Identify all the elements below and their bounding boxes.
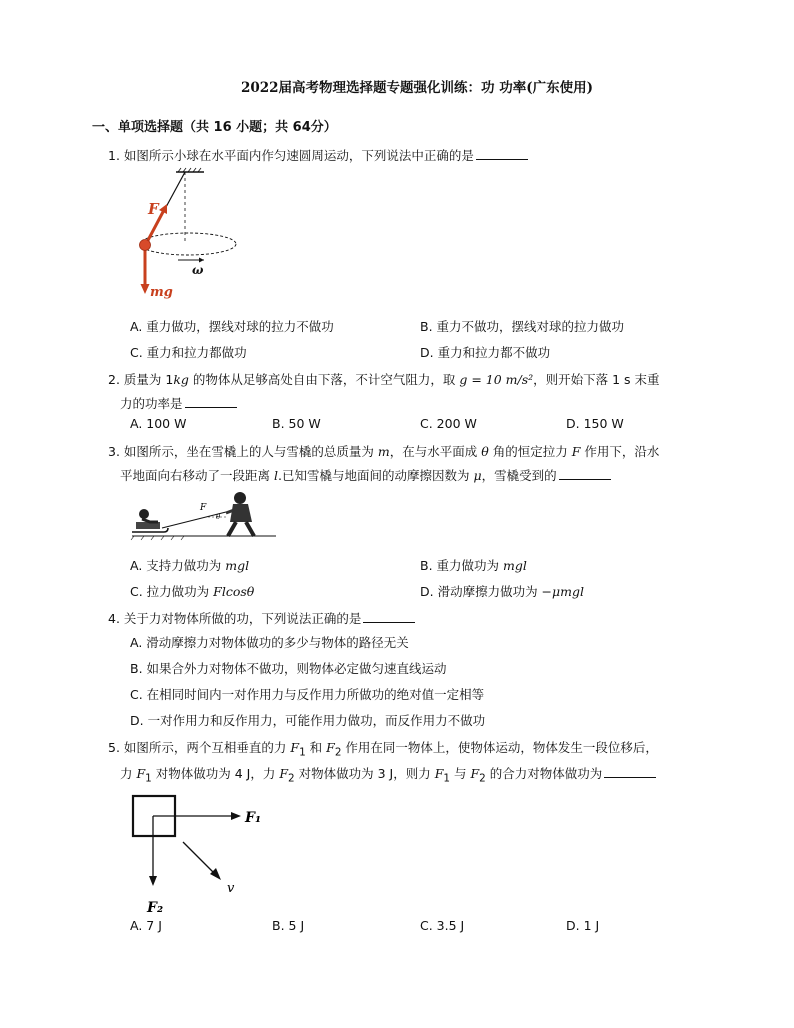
q3-option-a-text: A. 支持力做功为 — [130, 558, 226, 573]
q5-text-b: 和 — [305, 740, 327, 755]
q3-option-a[interactable] — [130, 556, 249, 574]
q5-text-d: 力 — [120, 766, 137, 781]
q3-option-c-text: C. 拉力做功为 — [130, 584, 214, 599]
f2-label: F₂ — [147, 900, 164, 916]
q4-option-c[interactable]: C. 在相同时间内一对作用力与反作用力所做功的绝对值一定相等 — [130, 687, 485, 702]
q5-f2-sub: 2 — [334, 746, 342, 759]
q2-option-c[interactable]: C. 200 W — [420, 416, 477, 431]
q5-f2-symbol: F — [326, 740, 335, 755]
q3-option-a-formula: mgl — [225, 558, 250, 573]
q5-option-b[interactable]: B. 5 J — [272, 918, 305, 933]
q3-theta-symbol: θ — [481, 444, 489, 459]
question-3-line-2 — [120, 466, 611, 484]
sled-theta-label: θ — [216, 513, 221, 521]
q5-f1-symbol-2: F — [136, 766, 146, 781]
q5-option-c[interactable]: C. 3.5 J — [420, 918, 465, 933]
q5-text-g: 与 — [450, 766, 471, 781]
q5-option-a[interactable]: A. 7 J — [130, 918, 162, 933]
q3-mu-symbol: μ — [473, 468, 482, 483]
q5-text-f: 对物体做功为 3 J，则力 — [294, 766, 435, 781]
question-5-line-2 — [120, 764, 656, 785]
q3-option-b[interactable] — [420, 556, 527, 574]
q2-g-expression: g = 10 m/s² — [459, 372, 534, 387]
sled-figure — [130, 486, 278, 546]
q1-option-c[interactable]: C. 重力和拉力都做功 — [130, 345, 247, 360]
q2-unit-kg: kg — [173, 372, 189, 387]
q4-option-a[interactable]: A. 滑动摩擦力对物体做功的多少与物体的路径无关 — [130, 635, 409, 650]
question-1-text: 1. 如图所示小球在水平面内作匀速圆周运动，下列说法中正确的是 — [108, 148, 474, 163]
q2-option-d[interactable]: D. 150 W — [566, 416, 624, 431]
pulling-man — [226, 492, 254, 536]
q2-option-a[interactable]: A. 100 W — [130, 416, 187, 431]
ceiling-hatch — [176, 168, 204, 172]
q3-text-c: 角的恒定拉力 — [488, 444, 572, 459]
q5-option-d[interactable]: D. 1 J — [566, 918, 600, 933]
q3-mass-symbol: m — [377, 444, 390, 459]
q3-option-b-text: B. 重力做功为 — [420, 558, 503, 573]
q3-option-d[interactable] — [420, 582, 584, 600]
answer-blank-2 — [185, 395, 237, 408]
q2-text-c: ，则开始下落 1 s 末重 — [533, 372, 660, 387]
q3-force-symbol: F — [571, 444, 581, 459]
velocity-arrow — [183, 842, 215, 874]
q1-option-a[interactable]: A. 重力做功，摆线对球的拉力不做功 — [130, 319, 334, 334]
q4-option-b[interactable]: B. 如果合外力对物体不做功，则物体必定做匀速直线运动 — [130, 661, 447, 676]
question-2-line-2 — [120, 394, 237, 412]
q5-text-a: 5. 如图所示，两个互相垂直的力 — [108, 740, 291, 755]
q3-option-c[interactable] — [130, 582, 254, 600]
q5-f1-symbol: F — [290, 740, 300, 755]
q5-text-e: 对物体做功为 4 J，力 — [151, 766, 280, 781]
answer-blank-4 — [363, 610, 415, 623]
q2-text-line2: 力的功率是 — [120, 396, 183, 411]
pendulum-figure — [130, 168, 270, 303]
forces-figure — [125, 790, 275, 916]
q5-f2-sub-2: 2 — [288, 772, 295, 785]
sled-rider — [132, 509, 168, 532]
q5-text-h: 的合力对物体做功为 — [485, 766, 603, 781]
f1-label: F₁ — [245, 810, 262, 826]
question-3-line-1 — [108, 442, 659, 460]
q3-text-d: 作用下，沿水 — [580, 444, 660, 459]
q5-f1-sub: 1 — [299, 746, 306, 759]
answer-blank-1 — [476, 147, 528, 160]
q2-text-a: 2. 质量为 1 — [108, 372, 174, 387]
q5-f2-sub-3: 2 — [479, 772, 486, 785]
q1-option-d[interactable]: D. 重力和拉力都不做功 — [420, 345, 551, 360]
q2-option-b[interactable]: B. 50 W — [272, 416, 321, 431]
q4-option-d[interactable]: D. 一对作用力和反作用力，可能作用力做功，而反作用力不做功 — [130, 713, 486, 728]
q3-text-b: ，在与水平面成 — [389, 444, 482, 459]
q5-f1-sub-3: 1 — [443, 772, 451, 785]
answer-blank-3 — [559, 467, 611, 480]
q5-text-c: 作用在同一物体上，使物体运动，物体发生一段位移后， — [341, 740, 658, 755]
sled-force-label: F — [200, 503, 207, 513]
q3-text-g: ，雪橇受到的 — [481, 468, 557, 483]
page-title: 2022届高考物理选择题专题强化训练：功 功率(广东使用) — [240, 80, 594, 96]
ball — [140, 240, 151, 251]
circular-path — [140, 233, 236, 255]
q3-option-d-text: D. 滑动摩擦力做功为 — [420, 584, 542, 599]
force-f-label: F — [148, 200, 159, 218]
question-4-stem — [108, 609, 415, 627]
q2-text-b: 的物体从足够高处自由下落，不计空气阻力，取 — [188, 372, 460, 387]
question-4-text: 4. 关于力对物体所做的功，下列说法正确的是 — [108, 611, 362, 626]
section-heading: 一、单项选择题（共 16 小题；共 64分） — [92, 120, 337, 135]
omega-label: ω — [192, 263, 204, 277]
question-2-line-1 — [108, 370, 660, 388]
q3-option-c-formula: Flcosθ — [213, 584, 255, 599]
q3-distance-symbol: l — [273, 468, 278, 483]
q3-option-b-formula: mgl — [503, 558, 527, 573]
q1-option-b[interactable]: B. 重力不做功，摆线对球的拉力做功 — [420, 319, 625, 334]
q3-option-d-formula: −μmgl — [541, 584, 584, 599]
q3-text-e: 平地面向右移动了一段距离 — [120, 468, 274, 483]
mg-label: mg — [150, 285, 173, 300]
answer-blank-5 — [604, 765, 656, 778]
q5-f2-symbol-2: F — [279, 766, 289, 781]
q5-f2-symbol-3: F — [470, 766, 480, 781]
velocity-label: v — [227, 881, 235, 896]
q3-text-f: .已知雪橇与地面间的动摩擦因数为 — [277, 468, 474, 483]
q3-text-a: 3. 如图所示，坐在雪橇上的人与雪橇的总质量为 — [108, 444, 378, 459]
q5-f1-sub-2: 1 — [145, 772, 152, 785]
question-1-stem — [108, 146, 528, 164]
question-5-line-1 — [108, 738, 658, 759]
q5-f1-symbol-3: F — [434, 766, 444, 781]
